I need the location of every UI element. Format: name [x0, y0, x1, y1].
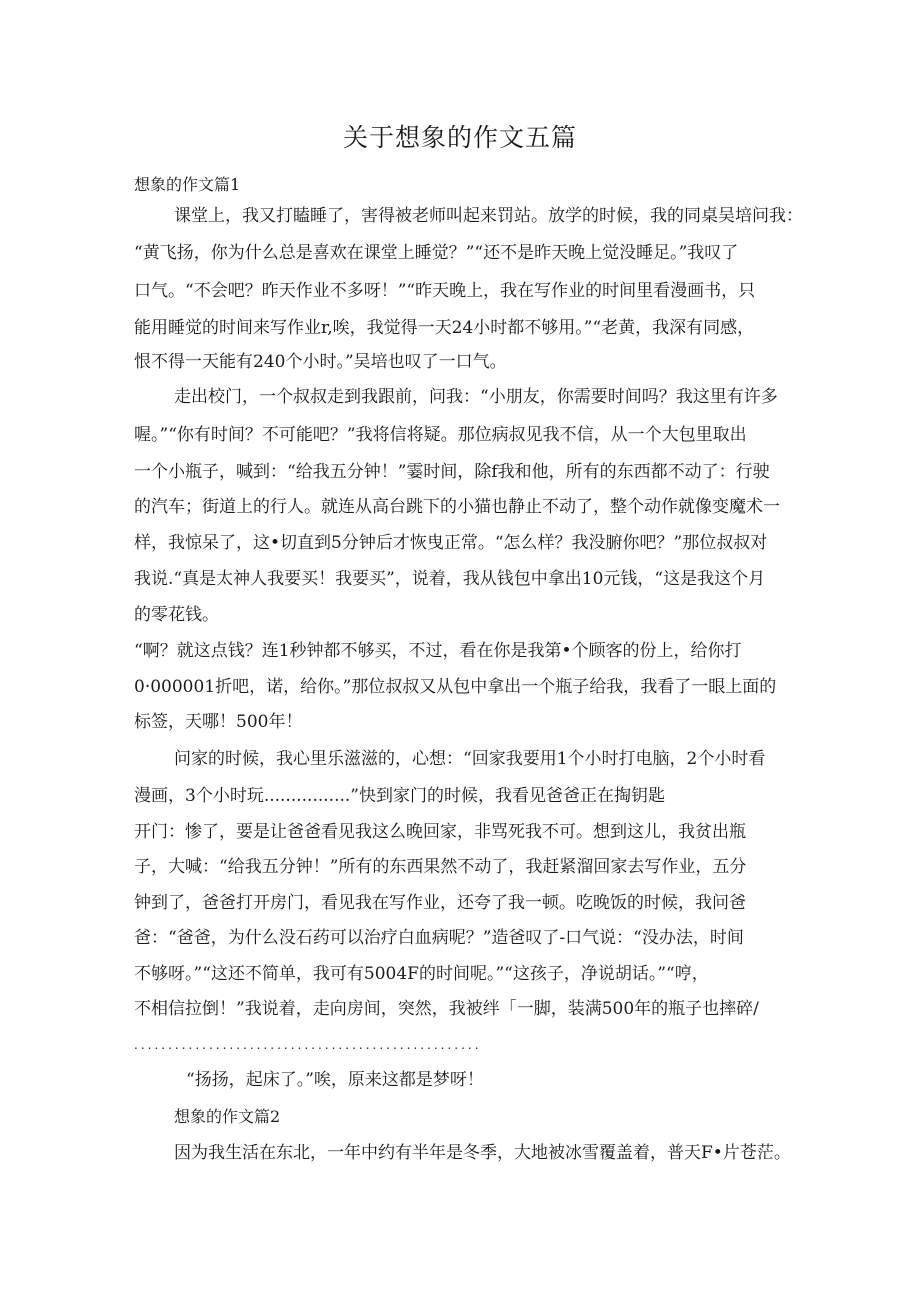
paragraph-line: 恨不得一天能有240个小时。”吴培也叹了一口气。: [134, 352, 507, 372]
section-heading-1: 想象的作文篇1: [134, 175, 241, 194]
paragraph-line: 子，大喊：“给我五分钟！”所有的东西果然不动了，我赶紧溜回家去写作业，五分: [134, 857, 747, 877]
paragraph-line: 的零花钱。: [134, 605, 219, 625]
paragraph-line: 漫画，3个小时玩................”快到家门的时候，我看见爸爸正在掏钥匙: [134, 786, 665, 806]
paragraph-line: 问家的时候，我心里乐滋滋的，心想：“回家我要用1个小时打电脑，2个小时看: [174, 749, 766, 769]
paragraph-line: 0·000001折吧，诺，给你。”那位叔叔又从包中拿出一个瓶子给我，我看了一眼上面的: [134, 677, 777, 697]
paragraph-line: “扬扬，起床了。”唉，原来这都是梦呀！: [186, 1070, 484, 1090]
page-title: 关于想象的作文五篇: [342, 123, 577, 152]
paragraph-line: 爸：“爸爸，为什么没石药可以治疗白血病呢？”造爸叹了-口气说：“没办法，时间: [134, 928, 744, 948]
paragraph-line: 的汽车；街道上的行人。就连从高台跳下的小猫也静止不动了，整个动作就像变魔术一: [134, 497, 780, 517]
paragraph-line: 口气。“不会吧？昨天作业不多呀！”“昨天晚上，我在写作业的时间里看漫画书，只: [134, 281, 756, 301]
paragraph-line: 喔。”“你有时间？不可能吧？”我将信将疑。那位病叔见我不信，从一个大包里取出: [134, 425, 747, 445]
paragraph-line: 我说.“真是太神人我要买！我要买”，说着，我从钱包中拿出10元钱，“这是我这个月: [134, 569, 766, 589]
paragraph-line: 一个小瓶子，喊到：“给我五分钟！”霎时间，除f我和他，所有的东西都不动了：行驶: [134, 462, 770, 482]
paragraph-line: “黄飞扬，你为什么总是喜欢在课堂上睡觉？”“还不是昨天晚上觉没睡足。”我叹了: [134, 243, 739, 263]
paragraph-line: 因为我生活在东北，一年中约有半年是冬季，大地被冰雪覆盖着，普天F•片苍茫。: [174, 1143, 791, 1163]
paragraph-line: 标签，天哪！500年！: [134, 712, 303, 732]
paragraph-line: 不够呀。”“这还不简单，我可有5004F的时间呢。”“这孩子，净说胡话。”“哼，: [134, 964, 709, 984]
paragraph-line: 钟到了，爸爸打开房门，看见我在写作业，还夸了我一顿。吃晚饭的时候，我问爸: [134, 893, 746, 913]
paragraph-line: 不相信拉倒！”我说着，走向房间，突然，我被绊「一脚，装满500年的瓶子也摔碎/: [134, 999, 759, 1019]
paragraph-line: “啊？就这点钱？连1秒钟都不够买，不过，看在你是我第•个顾客的份上，给你打: [134, 641, 742, 661]
paragraph-line: 能用睡觉的时间来写作业r,唉，我觉得一天24小时都不够用。”“老黄，我深有同感，: [134, 318, 755, 338]
section-heading-2: 想象的作文篇2: [174, 1107, 281, 1126]
ellipsis-line: ...................................................: [134, 1038, 482, 1052]
paragraph-line: 样，我惊呆了，这•切直到5分钟后才恢曳正常。“怎么样？我没腑你吧？”那位叔叔对: [134, 533, 768, 553]
paragraph-line: 课堂上，我又打瞌睡了，害得被老师叫起来罚站。放学的时候，我的同桌吴培问我：: [174, 206, 803, 226]
paragraph-line: 走出校门，一个叔叔走到我跟前，问我：“小朋友，你需要时间吗？我这里有许多: [174, 387, 778, 407]
paragraph-line: 开门：惨了，要是让爸爸看见我这么晚回家，非骂死我不可。想到这儿，我贫出瓶: [134, 822, 746, 842]
